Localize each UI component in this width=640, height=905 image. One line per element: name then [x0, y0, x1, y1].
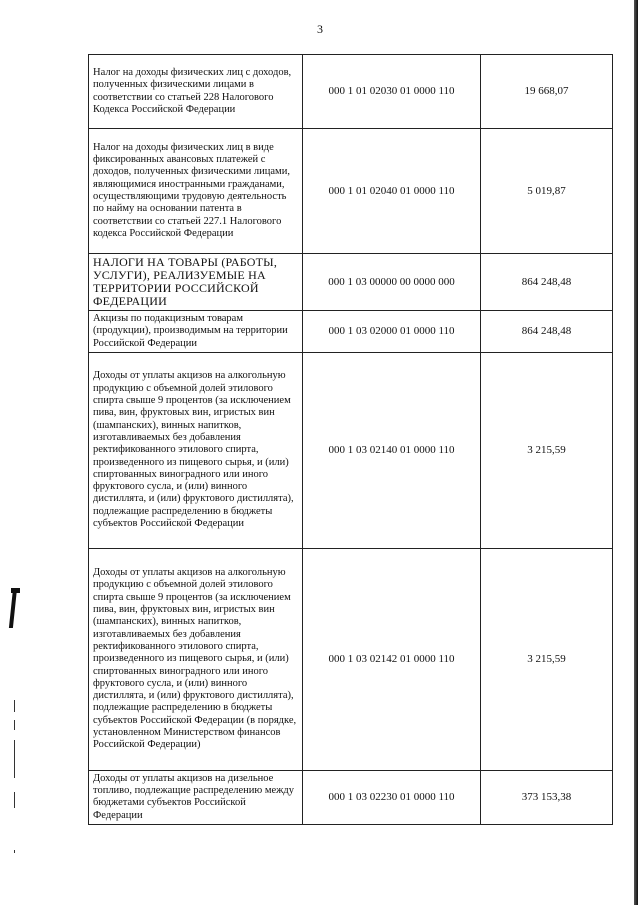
- budget-code-cell: 000 1 03 02142 01 0000 110: [303, 548, 481, 770]
- table-row: [89, 311, 613, 353]
- scan-mark: [9, 588, 17, 628]
- budget-code-cell: 000 1 01 02030 01 0000 110: [303, 55, 481, 129]
- revenue-name-cell: НАЛОГИ НА ТОВАРЫ (РАБОТЫ, УСЛУГИ), РЕАЛИЗУЕМЫЕ НА ТЕРРИТОРИИ РОССИЙСКОЙ ФЕДЕРАЦИИ: [89, 254, 303, 311]
- amount-cell: 373 153,38: [481, 770, 613, 824]
- table-row: [89, 548, 613, 770]
- budget-code-cell: 000 1 03 02000 01 0000 110: [303, 311, 481, 353]
- revenue-name-cell: Налог на доходы физических лиц в виде фиксированных авансовых платежей с доходов, полученных физическими лицами, являющимися иностранными гражданами, осуществляющими трудовую деятельность по найму на основании патента в соответствии со статьей 227.1 Налогового кодекса Российской Федерации: [89, 129, 303, 254]
- table-row: [89, 55, 613, 129]
- amount-cell: 5 019,87: [481, 129, 613, 254]
- revenue-name-cell: Доходы от уплаты акцизов на алкогольную продукцию с объемной долей этилового спирта свыше 9 процентов (за исключением пива, вин, фруктовых вин, игристых вин (шампанских), винных напитков, изготавливаемых без добавления ректификованного этилового спирта, произведенного из пищевого сырья, и (или) спиртованных виноградного или иного фруктового сусла, и (или) винного дистиллята, и (или) фруктового дистиллята), подлежащие распределению в бюджеты субъектов Российской Федерации: [89, 352, 303, 548]
- scan-dash: [14, 792, 15, 808]
- revenue-name-cell: Налог на доходы физических лиц с доходов, полученных физическими лицами в соответствии со статьей 228 Налогового Кодекса Российской Федерации: [89, 55, 303, 129]
- budget-code-cell: 000 1 03 00000 00 0000 000: [303, 254, 481, 311]
- amount-cell: 864 248,48: [481, 311, 613, 353]
- amount-cell: 19 668,07: [481, 55, 613, 129]
- scan-border-right: [634, 0, 638, 905]
- amount-cell: 864 248,48: [481, 254, 613, 311]
- scan-dash: [14, 700, 15, 712]
- table-row: [89, 352, 613, 548]
- revenue-name-cell: Доходы от уплаты акцизов на алкогольную продукцию с объемной долей этилового спирта свыше 9 процентов (за исключением пива, вин, фруктовых вин, игристых вин (шампанских), винных напитков, изготавливаемых без добавления ректификованного этилового спирта, произведенного из пищевого сырья, и (или) спиртованных виноградного или иного фруктового сусла, и (или) винного дистиллята, и (или) фруктового дистиллята), подлежащие распределению в бюджеты субъектов Российской Федерации (в порядке, установленном Министерством финансов Российской Федерации): [89, 548, 303, 770]
- budget-code-cell: 000 1 01 02040 01 0000 110: [303, 129, 481, 254]
- budget-code-cell: 000 1 03 02140 01 0000 110: [303, 352, 481, 548]
- page-number: 3: [317, 22, 323, 36]
- scan-dash: [14, 740, 15, 778]
- revenue-name-cell: Акцизы по подакцизным товарам (продукции), производимым на территории Российской Федерации: [89, 311, 303, 353]
- scan-dash: [14, 720, 15, 730]
- revenue-table: [88, 54, 613, 825]
- table-row: [89, 129, 613, 254]
- budget-code-cell: 000 1 03 02230 01 0000 110: [303, 770, 481, 824]
- amount-cell: 3 215,59: [481, 548, 613, 770]
- revenue-name-cell: Доходы от уплаты акцизов на дизельное топливо, подлежащие распределению между бюджетами субъектов Российской Федерации: [89, 770, 303, 824]
- amount-cell: 3 215,59: [481, 352, 613, 548]
- table-row: [89, 770, 613, 824]
- scan-dash: [14, 850, 15, 853]
- table-row: [89, 254, 613, 311]
